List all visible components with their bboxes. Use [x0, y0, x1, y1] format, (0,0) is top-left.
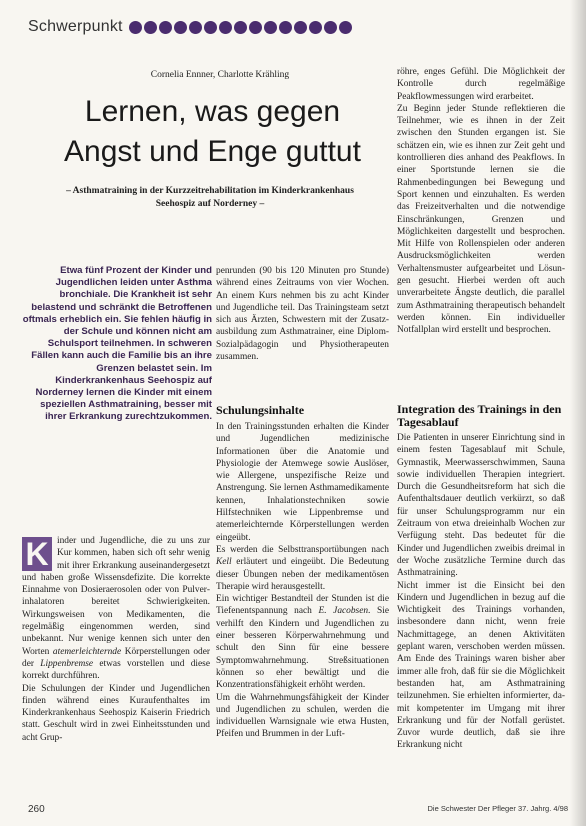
- lead-paragraph: Etwa fünf Prozent der Kinder und Jugendlichen leiden unter Asthma bronchiale. Die Krankheit ist sehr belastend und schränkt die Betroffenen oftmals erheblich ein. Sie fehlen häufig in der Schule und können nicht am Schulsport teilnehmen. In schweren Fällen kann auch die Familie bis an ihre Grenzen belastet sein. Im Kinderkrankenhaus Seehospiz auf Norderney lernen die Kinder mit einem speziellen Asthmatraining, besser mit ihrer Erkrankung zurechtzukommen.: [22, 265, 212, 423]
- decorative-dot: [279, 21, 292, 34]
- column-middle-top: [216, 265, 389, 363]
- section-label: Schwerpunkt: [28, 18, 123, 35]
- column-middle-bottom: [216, 421, 389, 741]
- decorative-dot: [324, 21, 337, 34]
- column-left: [22, 535, 210, 744]
- column-right-top: [397, 66, 565, 337]
- text-run: Ein wichtiger Bestandteil der Stunden ist die Tiefenentspannung nach: [216, 594, 389, 617]
- text-run: etwas vorstellen und diese korrekt durchführen.: [22, 658, 210, 682]
- paragraph: Um die Wahrnehmungsfähigkeit der Kinder und Jugendlichen zu schulen, werden die individuellen Warnsignale wie etwa Husten, Pfeifen und Brummen in der Luft-: [216, 692, 389, 740]
- decorative-dot: [309, 21, 322, 34]
- decorative-dot: [264, 21, 277, 34]
- text-run: inder und Jugendliche, die zu uns zur Kur kommen, haben sich oft sehr wenig mit ihrer Erkrankung auseinandergesetzt und haben große Wissensdefizite. Die korrekte Einnahme von Dosieraerosolen oder von Pulverinhalatoren bereitet Schwierigkeiten. Wirkungsweisen von Medikamenten, die regelmäßig eingenommen werden, sind unbekannt. Nur wenige kennen sich unter den Worten: [22, 536, 210, 657]
- article-subtitle: – Asthmatraining in der Kurzzeitrehabilitation im Kinderkrankenhaus Seehospiz auf Norderney –: [66, 186, 354, 209]
- decorative-dot: [294, 21, 307, 34]
- section-heading-schulungsinhalte: Schulungsinhalte: [216, 403, 305, 417]
- drop-cap: K: [22, 537, 52, 571]
- decorative-dot: [189, 21, 202, 34]
- title-line-2: Angst und Enge guttut: [64, 135, 361, 168]
- text-run: . Sie verhilft den Kindern und Jugendlichen zu einer besseren Körperwahrnehmung und schult den Sinn für eine bessere Symptomwahrnehmung. Streßsituationen können so eher bewältigt und die Konzentrationsfähigkeit erhöht werden.: [216, 606, 389, 691]
- page-number: 260: [28, 804, 45, 815]
- page-fold-shadow: [570, 0, 586, 826]
- decorative-dot: [249, 21, 262, 34]
- decorative-dot: [159, 21, 172, 34]
- decorative-dot: [219, 21, 232, 34]
- emphasis: Kell: [216, 557, 232, 568]
- decorative-dot: [129, 21, 142, 34]
- paragraph: Die Patienten in unserer Einrichtung sind in einem festen Tagesablauf mit Schule, Gymnastik, Meerwasserschwimmen, Sauna sowie individuellen Therapien integriert. Durch die Gesundheitsreform hat sich die Aufenthaltsdauer deutlich verkürzt, so daß für unser Schulungsprogramm nur ein Zeitraum von etwa dreieinhalb Wochen zur Verfügung steht. Das bedeutet für die Kinder und Jugendlichen zweibis dreimal in der Woche zusätzliche Termine durch das Asthmatraining.: [397, 433, 565, 579]
- decorative-dot: [234, 21, 247, 34]
- paragraph: Die Schulungen der Kinder und Jugendlichen finden während eines Kuraufenthaltes im Kinderkrankenhaus Seehospiz Kaiserin Friedrich statt. Geschult wird in zwei Einheitsstunden und acht Grup-: [22, 683, 210, 743]
- paragraph: Zu Beginn jeder Stunde reflektieren die Teilnehmer, wie es ihnen in der Zeit zwischen den Stunden ergangen ist. Sie schätzen ein, wie es ihnen zur Zeit geht und kontrollieren dies anhand des Peakflows. In einer Sportstunde lernen sie die Rahmenbedingungen bei Bewegung und Sport kennen und einzuhalten. Es werden das Freizeitverhalten und die notwendige Einschränkungen, Grenzen und Möglichkeiten dargestellt und besprochen. Mit Hilfe von Rollenspielen oder anderen Ausdrucksmöglichkeiten werden Verhaltensmuster aufgearbeitet und Lösungen gesucht. Hierbei werden oft auch unverarbeitete Ängste deutlich, die parallel zum Asthmatraining therapeutisch behandelt werden können. Ein individueller Notfallplan wird erstellt und besprochen.: [397, 103, 565, 336]
- decorative-dots: [129, 21, 352, 34]
- text-run: Es werden die Selbsttransportübungen nach: [216, 544, 389, 555]
- authors: Cornelia Ennner, Charlotte Krähling: [150, 70, 290, 80]
- paragraph: penrunden (90 bis 120 Minuten pro Stunde) während eines Zeitraums von vier Wochen. An einem Kurs nehmen bis zu acht Kinder und Jugendliche teil. Das Trainingsteam setzt sich aus Ärzten, Schwestern mit der Zusatzausbildung zum Asthmatrainer, eine Diplom-Sozialpädagogin und Physiotherapeuten zusammen.: [216, 266, 389, 363]
- paragraph: [216, 593, 389, 691]
- paragraph: In den Trainingsstunden erhalten die Kinder und Jugendlichen medizinische Informationen über die Anatomie und Physiologie der Atemwege sowie Auslöser, wie Allergene, unspezifische Reize und Anstrengung. Sie lernen Asthmamedikamente kennen, Inhalationstechniken sowie Hilfstechniken wie Lippenbremse und atemerleichternde Körperstellungen werden eingeübt.: [216, 422, 389, 543]
- decorative-dot: [339, 21, 352, 34]
- emphasis: Lippenbremse: [40, 658, 94, 669]
- article-title: [40, 92, 385, 172]
- section-heading-integration: Integration des Trainings in den Tagesablauf: [397, 402, 562, 429]
- decorative-dot: [174, 21, 187, 34]
- column-right-bottom: [397, 432, 565, 752]
- decorative-dot: [204, 21, 217, 34]
- emphasis: atemerleichternde: [52, 646, 122, 657]
- journal-credit: Die Schwester Der Pfleger 37. Jahrg. 4/98: [427, 804, 568, 813]
- text-run: erläutert und eingeübt. Die Bedeutung dieser Übungen neben der medikamentösen Therapie wird herausgestellt.: [216, 557, 389, 592]
- title-line-1: Lernen, was gegen: [84, 95, 341, 128]
- paragraph: röhre, enges Gefühl. Die Möglichkeit der Kontrolle durch regelmäßige Peakflowmessungen wird erarbeitet.: [397, 67, 565, 102]
- emphasis: E. Jacobsen: [318, 606, 369, 617]
- section-header: [28, 16, 352, 38]
- paragraph: Nicht immer ist die Einsicht bei den Kindern und Jugendlichen in bezug auf die Wichtigkeit des Trainings vorhanden, insbesondere dann nicht, wenn freie Nachmittagege, an denen Aktivitäten geplant waren, verschoben werden müssen. Am Ende des Trainings waren bisher aber immer alle froh, daß für sie die Möglichkeit bestanden hat, am Asthmatraining teilzunehmen. Sie erhielten informierter, damit kompetenter im Umgang mit ihrer Erkrankung und für der Notfall gerüstet. Zuvor wurde deutlich, daß sie ihre Erkrankung nicht: [397, 580, 565, 751]
- text-run: Körperstellungen oder der: [22, 646, 210, 669]
- paragraph: [216, 544, 389, 593]
- decorative-dot: [144, 21, 157, 34]
